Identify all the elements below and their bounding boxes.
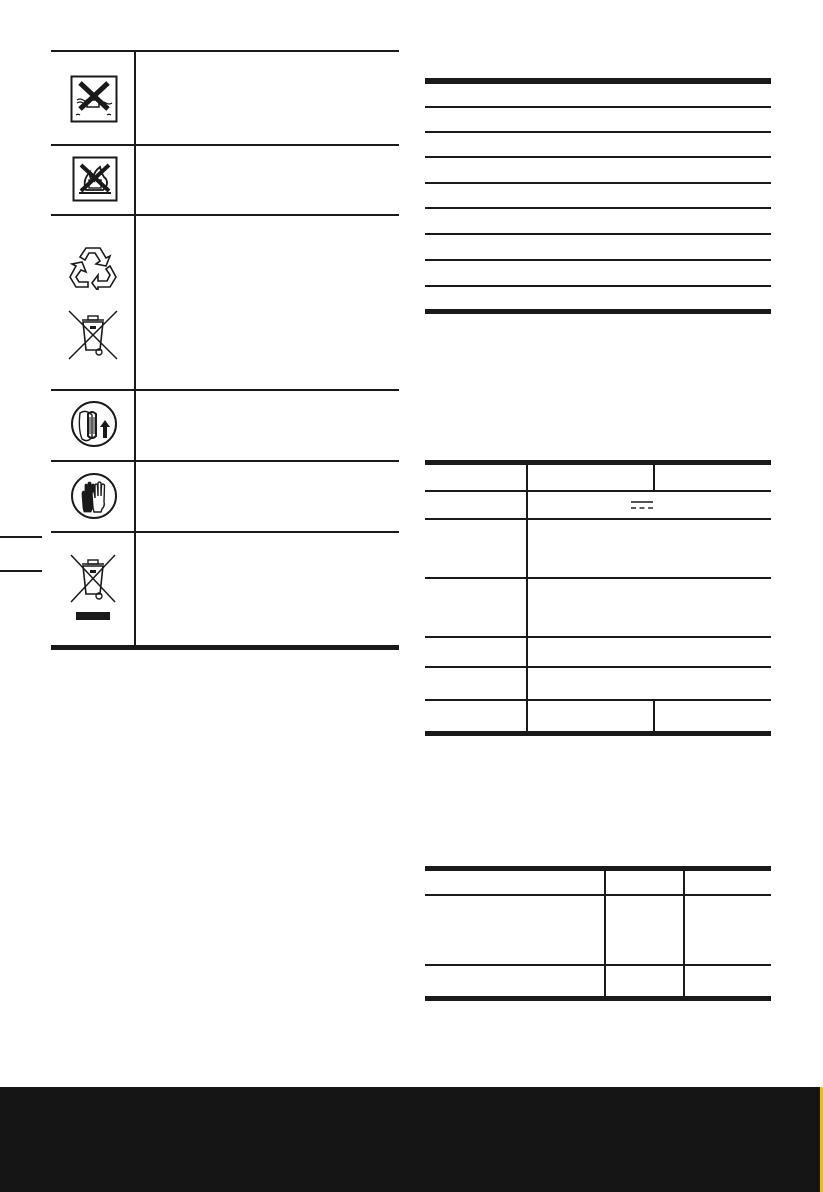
table-top-rule bbox=[425, 460, 771, 465]
column-divider bbox=[683, 866, 685, 999]
no-fire-icon bbox=[72, 156, 118, 202]
crossed-bin-icon bbox=[66, 308, 120, 362]
table-row bbox=[425, 156, 771, 158]
column-divider bbox=[526, 460, 528, 734]
table-row bbox=[425, 490, 771, 492]
table-row bbox=[425, 894, 771, 896]
row-divider bbox=[51, 460, 399, 462]
table-bottom-rule bbox=[51, 645, 399, 650]
table-top-rule bbox=[51, 50, 399, 52]
battery-insert-icon bbox=[70, 400, 118, 448]
direct-current-icon bbox=[630, 499, 654, 511]
no-immersion-icon bbox=[70, 75, 118, 123]
table-row bbox=[425, 577, 771, 579]
recycle-icon bbox=[68, 244, 118, 290]
table-row bbox=[425, 699, 771, 701]
column-divider bbox=[653, 699, 655, 733]
column-divider bbox=[134, 50, 136, 650]
table-top-rule bbox=[425, 78, 771, 84]
table-row bbox=[425, 259, 771, 261]
table-row bbox=[425, 182, 771, 184]
table-bottom-rule bbox=[425, 731, 771, 736]
row-divider bbox=[51, 144, 399, 146]
table-top-rule bbox=[425, 866, 771, 871]
footer-band bbox=[0, 1087, 823, 1192]
table-row bbox=[425, 964, 771, 966]
table-row bbox=[425, 106, 771, 108]
table-bottom-rule bbox=[425, 996, 771, 1001]
column-divider bbox=[604, 866, 606, 999]
edge-tab-mark bbox=[0, 536, 42, 538]
table-bottom-rule bbox=[425, 309, 771, 314]
table-row bbox=[425, 285, 771, 287]
row-divider bbox=[51, 214, 399, 216]
table-row bbox=[425, 518, 771, 520]
row-divider bbox=[51, 531, 399, 533]
edge-tab-mark bbox=[0, 570, 42, 572]
table-row bbox=[425, 233, 771, 235]
table-row bbox=[425, 666, 771, 668]
weee-bin-underline-icon bbox=[68, 552, 118, 622]
table-row bbox=[425, 207, 771, 209]
table-row bbox=[425, 131, 771, 133]
table-row bbox=[425, 636, 771, 638]
column-divider bbox=[653, 460, 655, 490]
gloves-icon bbox=[70, 472, 118, 520]
row-divider bbox=[51, 389, 399, 391]
